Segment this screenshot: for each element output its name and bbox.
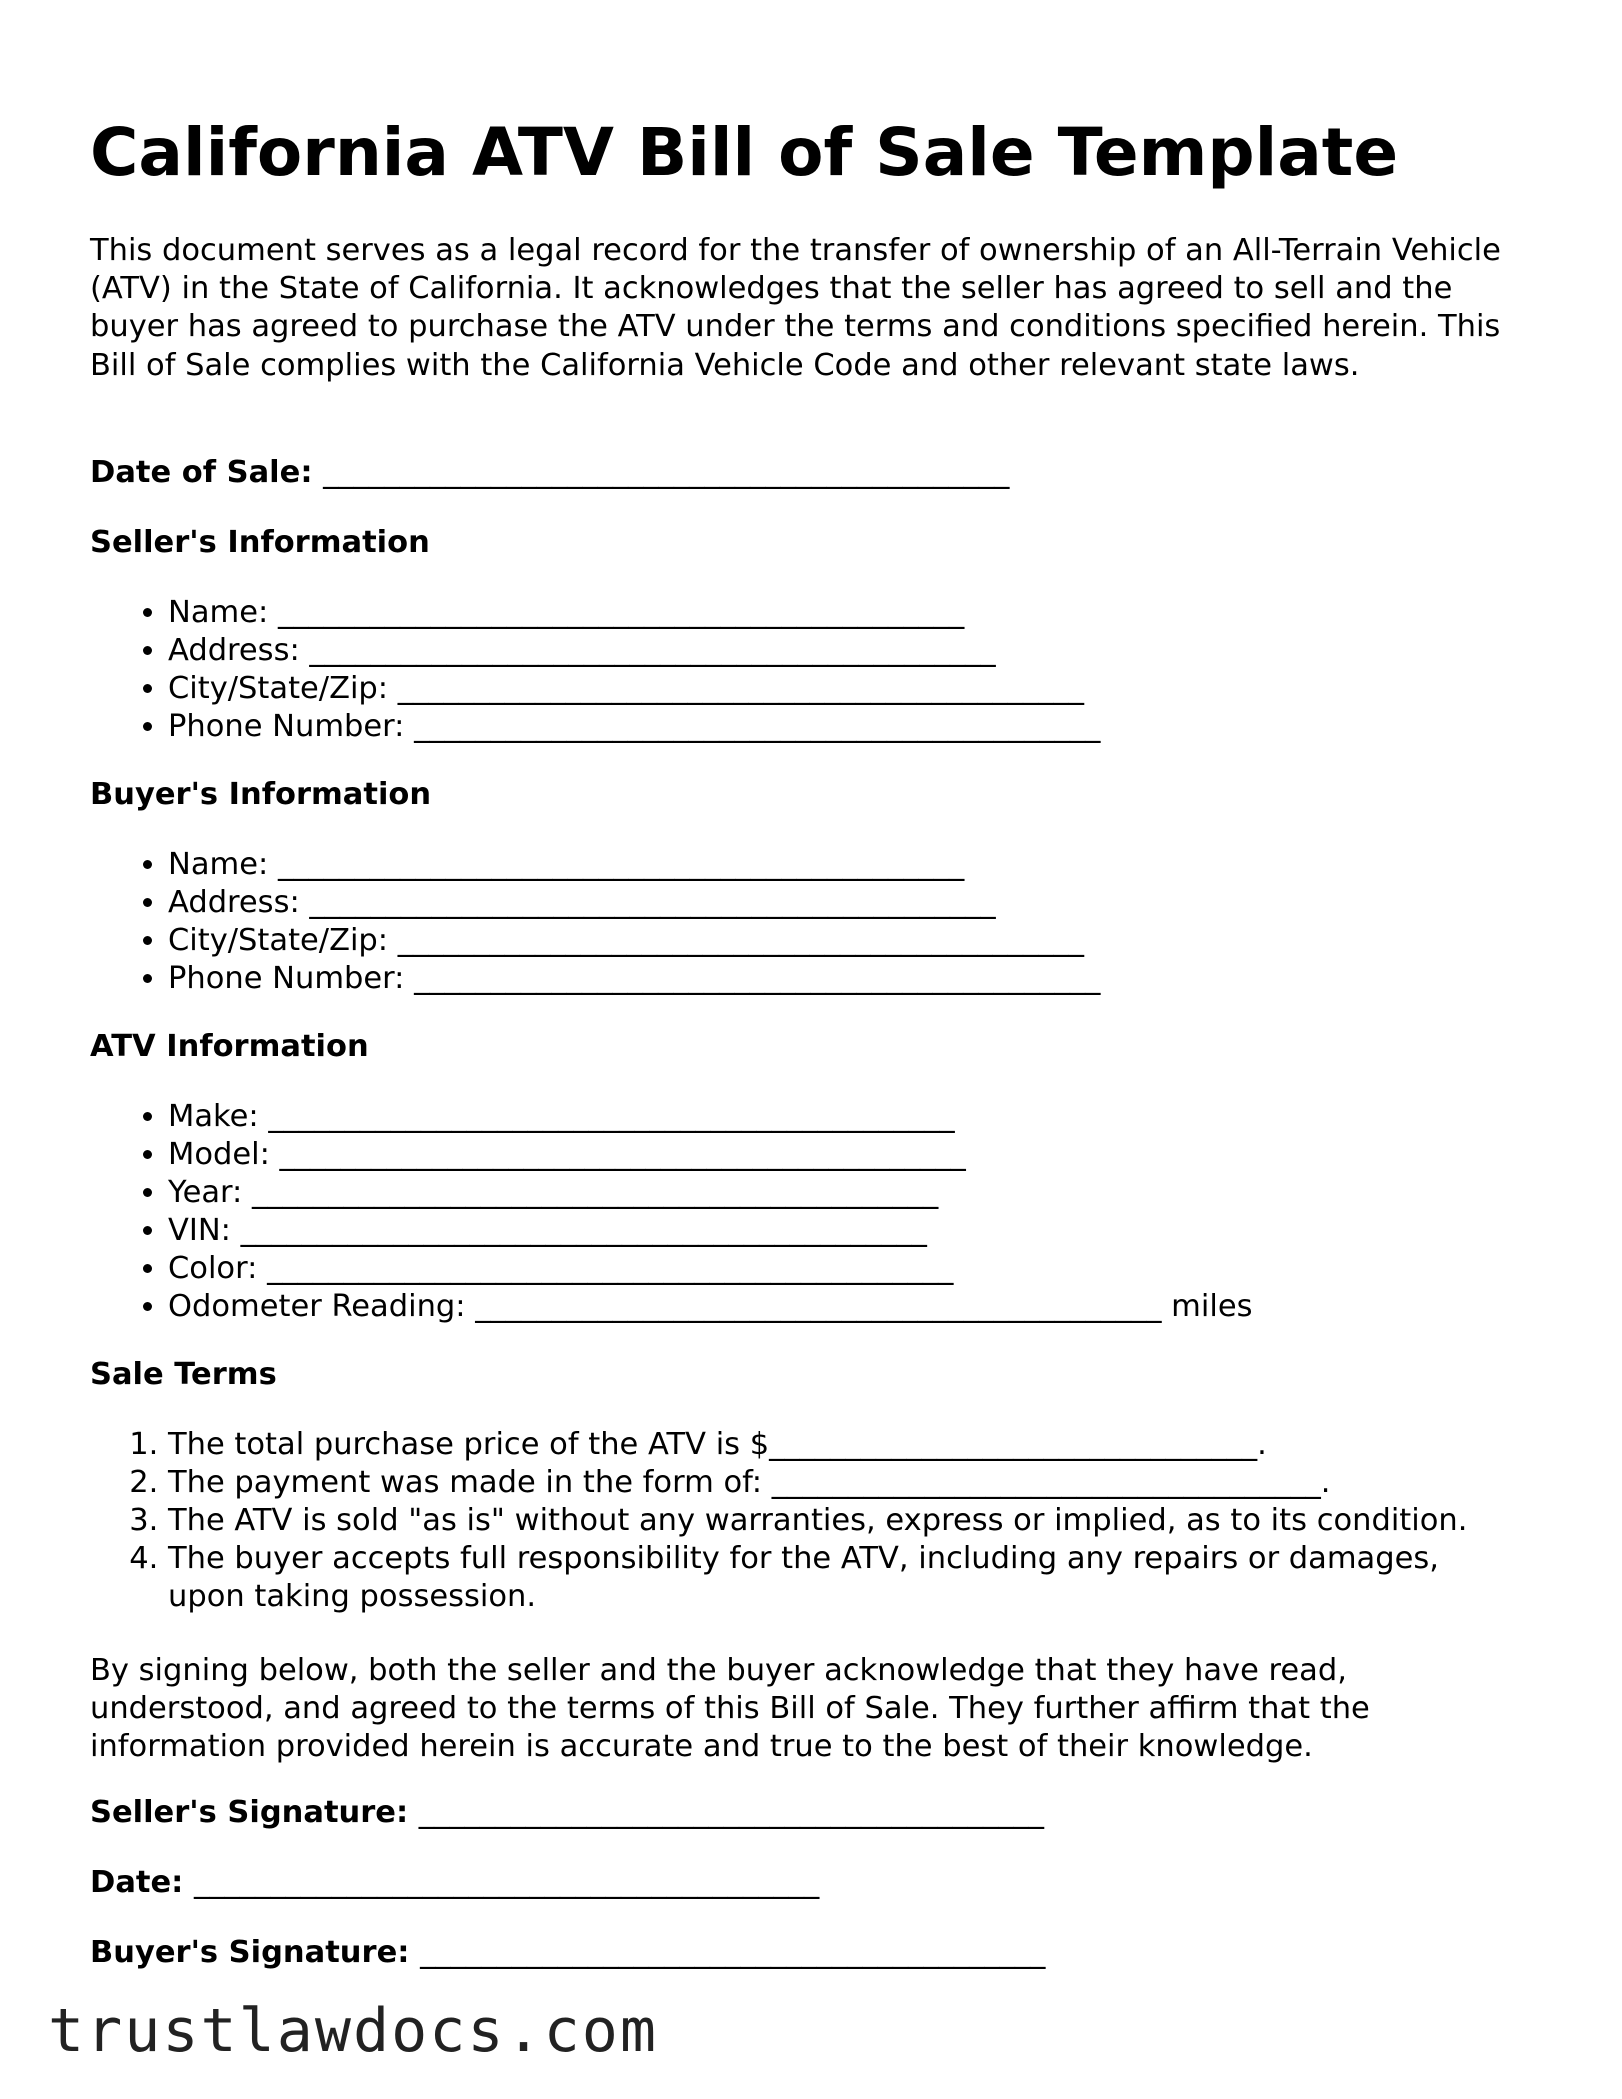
buyer-signature-field: [90, 1934, 1045, 1972]
buyer-city-state-zip-item[interactable]: • City/State/Zip: _____________________________________________: [168, 922, 1608, 960]
signature-date-field: [90, 1864, 819, 1902]
date-of-sale-label: Date of Sale:: [90, 455, 313, 490]
seller-signature-blank[interactable]: _________________________________________: [418, 1795, 1045, 1830]
sale-term-responsibility: 4. The buyer accepts full responsibility for the ATV, including any repairs or damages, upon taking possession.: [168, 1540, 1498, 1616]
seller-info-heading: Seller's Information: [90, 525, 430, 560]
signature-date-label: Date:: [90, 1865, 184, 1900]
signature-date-blank[interactable]: _________________________________________: [194, 1865, 820, 1900]
seller-signature-label: Seller's Signature:: [90, 1795, 409, 1830]
buyer-address-item[interactable]: • Address: _____________________________________________: [168, 884, 1608, 922]
date-of-sale-blank[interactable]: _____________________________________________: [323, 455, 1010, 490]
atv-info-heading: ATV Information: [90, 1029, 369, 1064]
atv-vin-item[interactable]: • VIN: _____________________________________________: [168, 1212, 1608, 1250]
buyer-info-heading: Buyer's Information: [90, 777, 432, 812]
atv-info-list: [90, 1098, 1608, 1325]
sale-term-payment[interactable]: 2. The payment was made in the form of: ____________________________________.: [168, 1464, 1608, 1502]
atv-color-item[interactable]: • Color: _____________________________________________: [168, 1250, 1608, 1288]
buyer-signature-blank[interactable]: _________________________________________: [420, 1935, 1046, 1970]
sale-terms-heading: Sale Terms: [90, 1357, 277, 1392]
atv-odometer-item[interactable]: • Odometer Reading: _____________________________________________ miles: [168, 1288, 1608, 1326]
seller-city-state-zip-item[interactable]: • City/State/Zip: _____________________________________________: [168, 670, 1608, 708]
seller-phone-item[interactable]: • Phone Number: _____________________________________________: [168, 708, 1608, 746]
atv-year-item[interactable]: • Year: _____________________________________________: [168, 1174, 1608, 1212]
buyer-signature-label: Buyer's Signature:: [90, 1935, 410, 1970]
closing-paragraph: By signing below, both the seller and the buyer acknowledge that they have read, understood, and agreed to the terms of this Bill of Sale. They further affirm that the information provided herein is accurate and true to the best of their knowledge.: [90, 1653, 1370, 1764]
buyer-phone-item[interactable]: • Phone Number: _____________________________________________: [168, 960, 1608, 998]
atv-model-item[interactable]: • Model: _____________________________________________: [168, 1136, 1608, 1174]
site-watermark: trustlawdocs.com: [48, 1996, 658, 2066]
buyer-name-item[interactable]: • Name: _____________________________________________: [168, 846, 1608, 884]
buyer-info-list: [90, 846, 1608, 998]
intro-paragraph: This document serves as a legal record for the transfer of ownership of an All-Terrain Vehicle (ATV) in the State of California. It acknowledges that the seller has agreed to sell and the buyer has agreed to purchase the ATV under the terms and conditions specified herein. This Bill of Sale complies with the California Vehicle Code and other relevant state laws.: [90, 233, 1501, 383]
seller-name-item[interactable]: • Name: _____________________________________________: [168, 594, 1608, 632]
seller-signature-field: [90, 1794, 1044, 1832]
seller-address-item[interactable]: • Address: _____________________________________________: [168, 632, 1608, 670]
sale-term-as-is: 3. The ATV is sold "as is" without any warranties, express or implied, as to its condition.: [168, 1502, 1608, 1540]
seller-info-list: [90, 594, 1608, 746]
atv-make-item[interactable]: • Make: _____________________________________________: [168, 1098, 1608, 1136]
sale-term-price[interactable]: 1. The total purchase price of the ATV is $________________________________.: [168, 1426, 1608, 1464]
sale-terms-list: [90, 1426, 1608, 1616]
document-title: California ATV Bill of Sale Template: [90, 114, 1399, 191]
date-of-sale-field: [90, 454, 1009, 492]
